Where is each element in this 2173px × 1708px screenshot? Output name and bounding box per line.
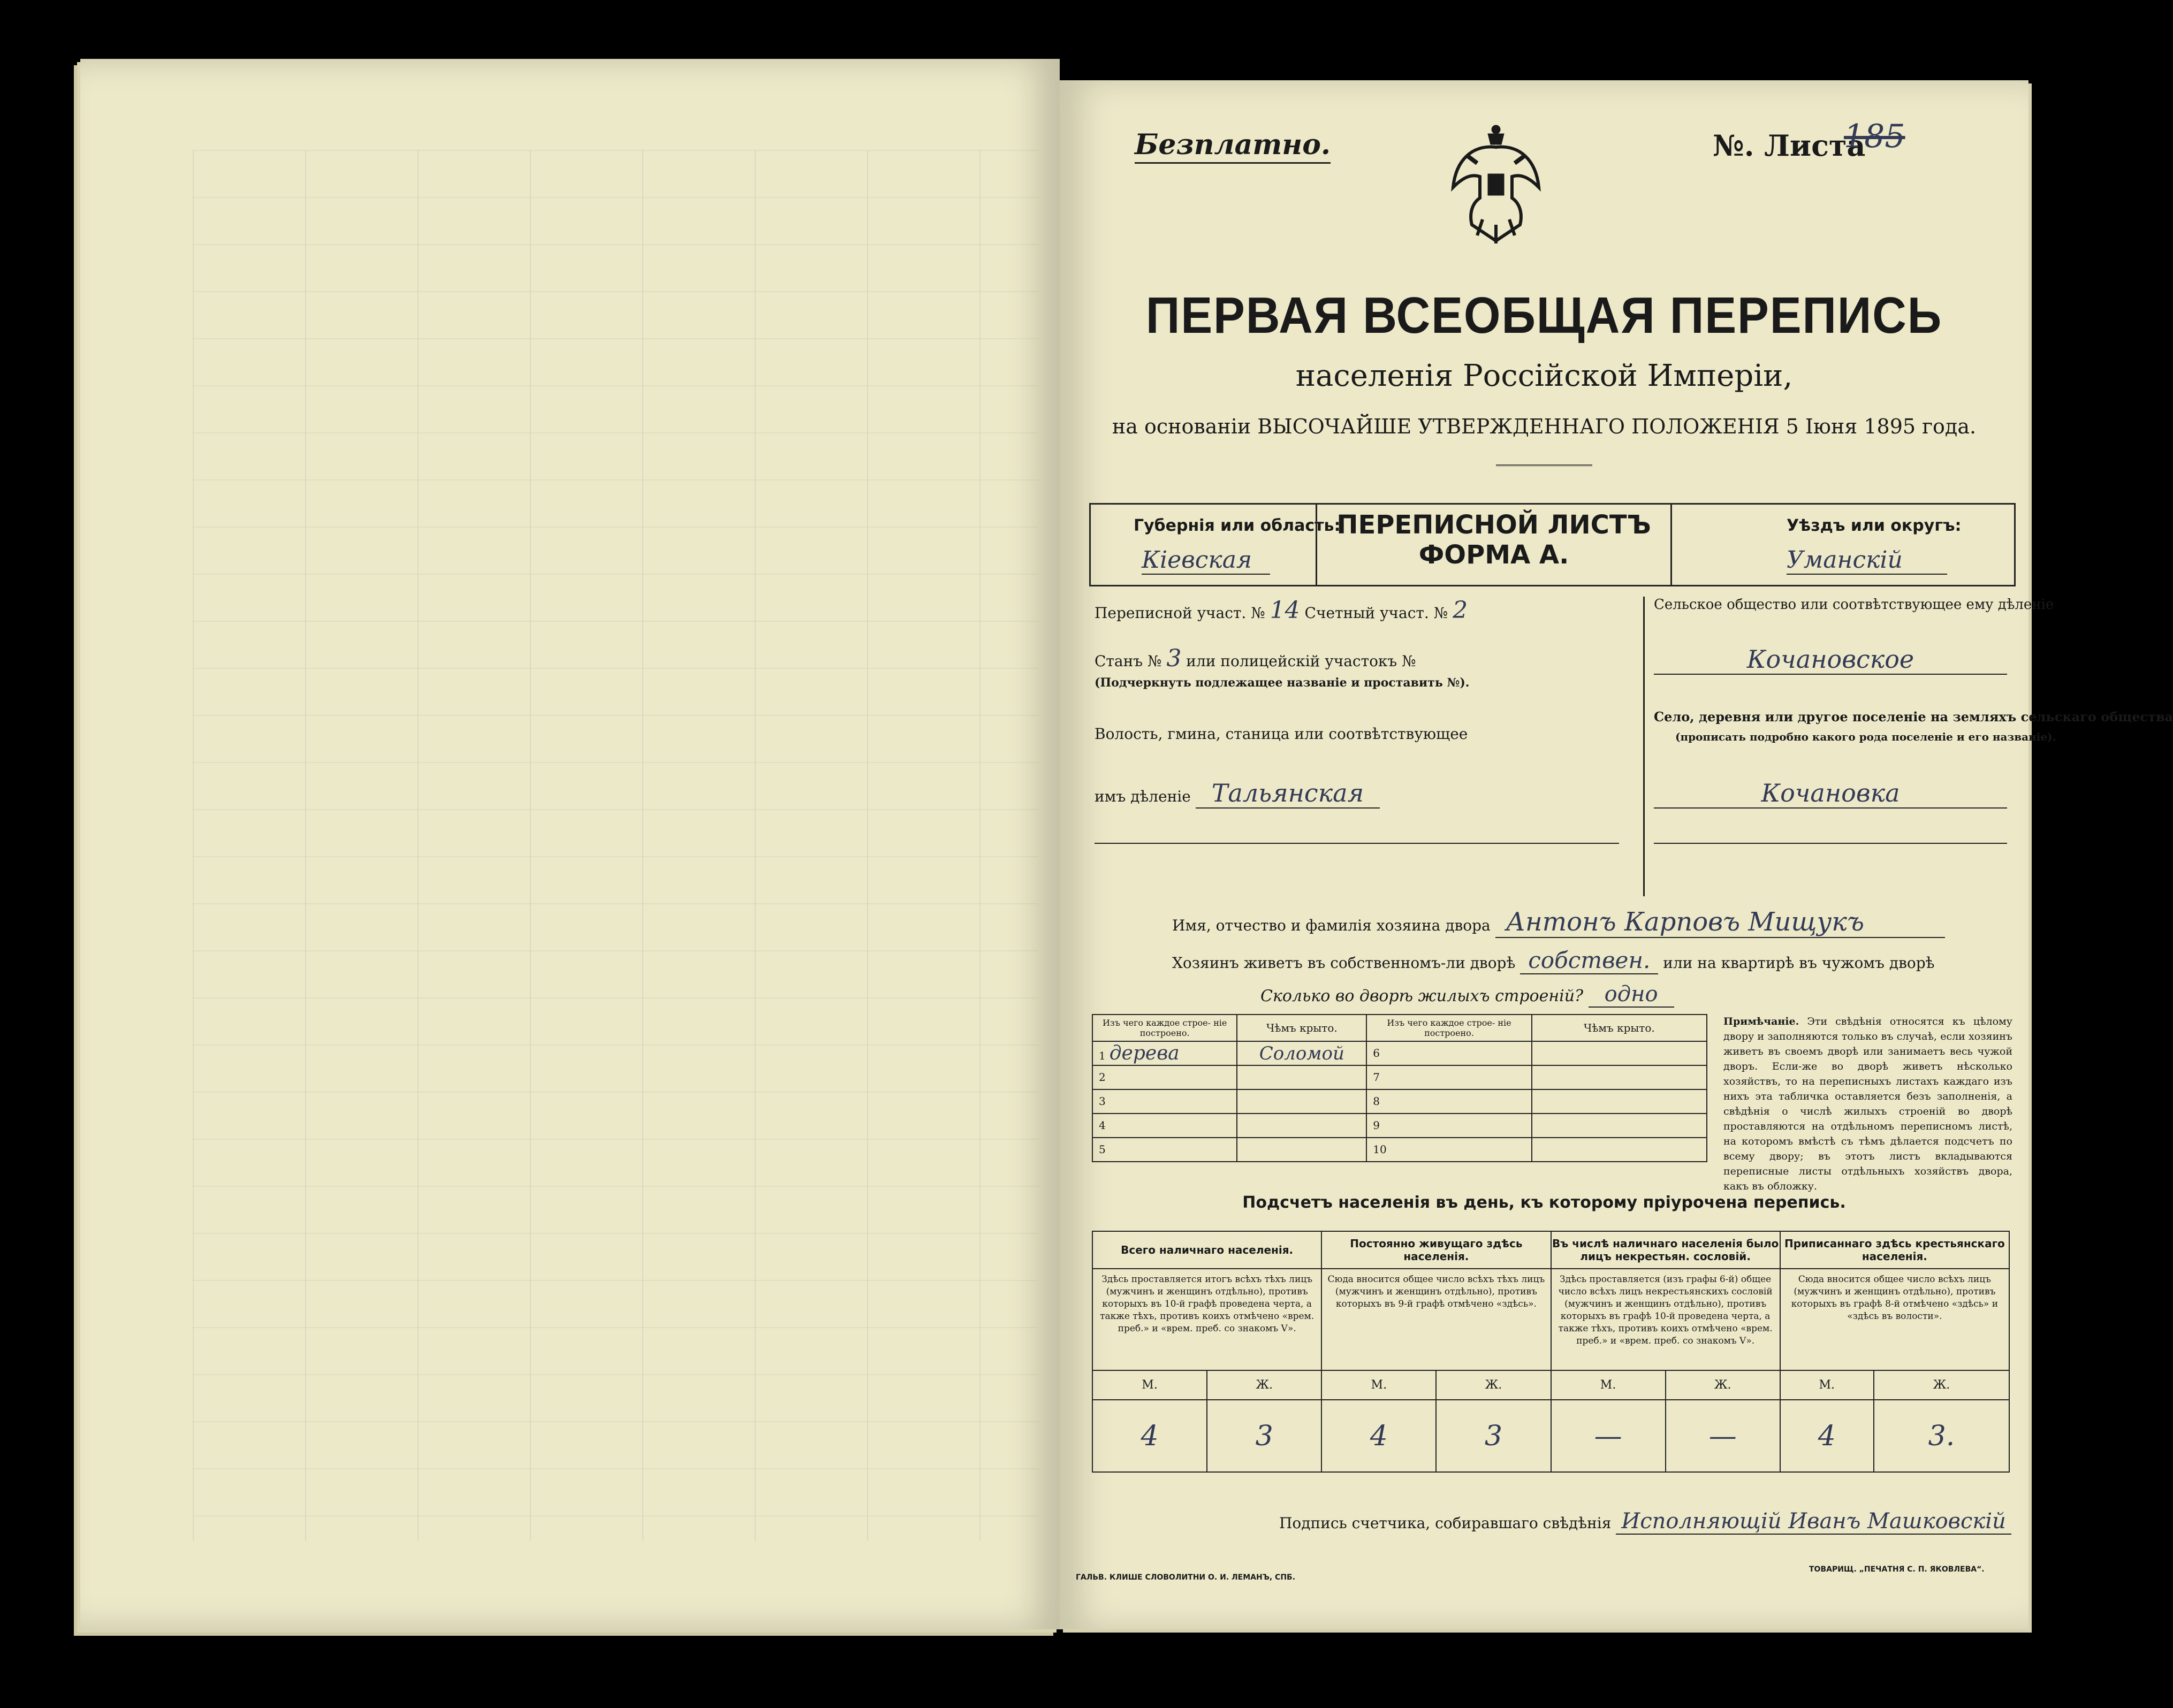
tally-heading: Подсчетъ населенія въ день, къ которому пріурочена перепись. xyxy=(1242,1193,1846,1212)
population-tally-table xyxy=(1092,1231,2010,1473)
form-title: ПЕРЕПИСНОЙ ЛИСТЪ xyxy=(1336,510,1651,540)
underline-note: (Подчеркнуть подлежащее названіе и проставить №). xyxy=(1095,676,1470,690)
tally-nonpeasant-female: — xyxy=(1666,1400,1780,1472)
owner-lives-value: собствен. xyxy=(1520,947,1658,974)
province-value: Кіевская xyxy=(1142,546,1270,575)
location-fields-left xyxy=(1095,597,1645,896)
tally-col-1-title: Всего наличнаго населенія. xyxy=(1092,1231,1321,1269)
female-label: Ж. xyxy=(1666,1370,1780,1400)
imprint-right: ТОВАРИЩ. „ПЕЧАТНЯ С. П. ЯКОВЛЕВА“. xyxy=(1809,1565,1985,1574)
owner-lives-label-2: или на квартирѣ въ чужомъ дворѣ xyxy=(1663,954,1935,972)
ornament-divider xyxy=(1496,464,1592,466)
row-number: 4 xyxy=(1099,1119,1106,1132)
stan-value: 3 xyxy=(1166,645,1182,672)
col-roof-header: Чѣмъ крыто. xyxy=(1237,1015,1366,1041)
tally-col-1-desc: Здѣсь проставляется итогъ всѣхъ тѣхъ лицъ (мужчинъ и женщинъ отдѣльно), противъ которыхъ въ 10-й графѣ проведена черта, а также тѣхъ, противъ коихъ отмѣчено «врем. преб.» и «врем. преб. со знакомъ V». xyxy=(1092,1269,1321,1370)
row-number: 2 xyxy=(1099,1071,1106,1084)
buildings-table xyxy=(1092,1014,1707,1162)
census-plot-value: 14 xyxy=(1270,597,1300,624)
tally-col-3-desc: Здѣсь проставляется (изъ графы 6-й) общее число всѣхъ лицъ некрестьянскихъ сословій (мужчинъ и женщинъ отдѣльно), противъ которыхъ въ графѣ 10-й проведена черта, а также тѣхъ, противъ коихъ отмѣчено «врем. преб.» и «врем. преб. со знакомъ V». xyxy=(1551,1269,1780,1370)
census-plot-label: Переписной участ. № xyxy=(1095,604,1265,622)
province-label: Губернія или область: xyxy=(1134,516,1341,535)
imprint-left: ГАЛЬВ. КЛИШЕ СЛОВОЛИТНИ О. И. ЛЕМАНЪ, СПБ. xyxy=(1076,1573,1296,1582)
bleed-through-grid xyxy=(193,150,1038,1541)
tally-permanent-male: 4 xyxy=(1321,1400,1436,1472)
district-label: Уѣздъ или округъ: xyxy=(1787,516,1962,535)
buildings-count-value: одно xyxy=(1589,982,1674,1008)
row-number: 3 xyxy=(1099,1095,1106,1108)
male-label: М. xyxy=(1321,1370,1436,1400)
form-header-box xyxy=(1089,503,2016,586)
page-title: ПЕРВАЯ ВСЕОБЩАЯ ПЕРЕПИСЬ xyxy=(1145,287,1943,344)
row-number: 10 xyxy=(1373,1143,1387,1156)
table-row xyxy=(1092,1138,1707,1162)
owner-lives-label: Хозяинъ живетъ въ собственномъ-ли дворѣ xyxy=(1172,954,1516,972)
village-extra-line xyxy=(1654,843,2007,844)
volost-extra-line xyxy=(1095,843,1619,844)
material-value: дерева xyxy=(1109,1042,1180,1064)
tally-present-male: 4 xyxy=(1092,1400,1207,1472)
police-label: или полицейскій участокъ № xyxy=(1186,652,1416,670)
table-row xyxy=(1092,1041,1707,1065)
female-label: Ж. xyxy=(1207,1370,1321,1400)
row-number: 6 xyxy=(1373,1047,1380,1059)
male-label: М. xyxy=(1551,1370,1666,1400)
note-text: Эти свѣдѣнія относятся къ цѣлому двору и заполняются только въ случаѣ, если хозяинъ живетъ въ своемъ дворѣ или занимаетъ весь чужой дворъ. Если-же во дворѣ живетъ нѣсколько хозяйствъ, то на переписныхъ листахъ каждаго изъ нихъ эта табличка оставляется безъ заполненія, а свѣдѣнія о числѣ жилыхъ строеній во дворѣ проставляются на отдѣльномъ переписномъ листѣ, на которомъ вмѣстѣ съ тѣмъ дѣлается подсчетъ по всему двору; въ этотъ листъ вкладываются переписные листы отдѣльныхъ хозяйствъ двора, какъ въ обложку. xyxy=(1723,1016,2012,1192)
tally-col-2-title: Постоянно живущаго здѣсь населенія. xyxy=(1321,1231,1551,1269)
village-note: (прописать подробно какого рода поселеніе и его названіе). xyxy=(1675,730,2056,743)
owner-name-label: Имя, отчество и фамилія хозяина двора xyxy=(1172,917,1491,934)
district-value: Уманскій xyxy=(1787,546,1947,575)
census-form-page xyxy=(1060,80,2173,1629)
tally-nonpeasant-male: — xyxy=(1551,1400,1666,1472)
table-row xyxy=(1092,1089,1707,1114)
tally-col-4-desc: Сюда вносится общее число всѣхъ лицъ (мужчинъ и женщинъ отдѣльно), противъ которыхъ въ графѣ 8-й отмѣчено «здѣсь» и «здѣсь въ волости». xyxy=(1780,1269,2009,1370)
row-number: 8 xyxy=(1373,1095,1380,1108)
signature-value: Исполняющій Иванъ Машковскій xyxy=(1616,1509,2011,1535)
free-label: Безплатно. xyxy=(1135,128,1331,164)
note-title: Примѣчаніе. xyxy=(1723,1016,1799,1027)
double-headed-eagle-icon xyxy=(1450,123,1541,246)
tally-col-2-desc: Сюда вносится общее число всѣхъ тѣхъ лицъ (мужчинъ и женщинъ отдѣльно), противъ которыхъ въ 9-й графѣ отмѣчено «здѣсь». xyxy=(1321,1269,1551,1370)
tally-permanent-female: 3 xyxy=(1436,1400,1551,1472)
female-label: Ж. xyxy=(1874,1370,2009,1400)
owner-name-value: Антонъ Карповъ Мищукъ xyxy=(1495,907,1945,938)
row-number: 5 xyxy=(1099,1143,1106,1156)
village-label: Село, деревня или другое поселеніе на земляхъ сельскаго общества xyxy=(1654,709,2173,725)
society-label: Сельское общество или соотвѣтствующее ему дѣленіе xyxy=(1654,597,2054,613)
male-label: М. xyxy=(1780,1370,1874,1400)
row-number: 7 xyxy=(1373,1071,1380,1084)
volost-label: Волость, гмина, станица или соотвѣтствующее xyxy=(1095,725,1468,743)
page-subtitle: населенія Россійской Имперіи, xyxy=(1295,359,1793,393)
buildings-count-label: Сколько во дворѣ жилыхъ строеній? xyxy=(1260,987,1584,1005)
female-label: Ж. xyxy=(1436,1370,1551,1400)
tally-present-female: 3 xyxy=(1207,1400,1321,1472)
tally-col-4-title: Приписаннаго здѣсь крестьянскаго населенія. xyxy=(1780,1231,2009,1269)
village-value: Кочановка xyxy=(1654,779,2007,809)
col-roof-header-2: Чѣмъ крыто. xyxy=(1532,1015,1707,1041)
note-block xyxy=(1723,1014,2012,1194)
row-number: 1 xyxy=(1099,1049,1106,1062)
tally-peasant-female: 3. xyxy=(1874,1400,2009,1472)
sheet-number-value: 185 xyxy=(1844,118,1905,155)
sheet-number-label: №. Листа xyxy=(1713,128,1866,163)
form-subtitle: ФОРМА А. xyxy=(1418,540,1569,570)
col-material-header: Изъ чего каждое строе- ніе построено. xyxy=(1092,1015,1237,1041)
society-value: Кочановское xyxy=(1654,645,2007,675)
table-row xyxy=(1092,1065,1707,1089)
table-row xyxy=(1092,1114,1707,1138)
col-material-header-2: Изъ чего каждое строе- ніе построено. xyxy=(1366,1015,1531,1041)
volost-label-2: имъ дѣленіе xyxy=(1095,788,1191,805)
row-number: 9 xyxy=(1373,1119,1380,1132)
basis-line: на основаніи ВЫСОЧАЙШЕ УТВЕРЖДЕННАГО ПОЛОЖЕНІЯ 5 Іюня 1895 года. xyxy=(1112,415,1977,438)
tally-peasant-male: 4 xyxy=(1780,1400,1874,1472)
form-title-cell xyxy=(1316,505,1672,585)
signature-label: Подпись счетчика, собиравшаго свѣдѣнія xyxy=(1279,1514,1612,1532)
male-label: М. xyxy=(1092,1370,1207,1400)
count-plot-value: 2 xyxy=(1453,597,1468,624)
left-page xyxy=(80,59,1060,1629)
tally-col-3-title: Въ числѣ наличнаго населенія было лицъ некрестьян. сословій. xyxy=(1551,1231,1780,1269)
stan-label: Станъ № xyxy=(1095,652,1162,670)
volost-value: Тальянская xyxy=(1196,779,1380,809)
location-fields-right xyxy=(1654,597,2173,896)
roof-value: Соломой xyxy=(1259,1042,1344,1064)
count-plot-label: Счетный участ. № xyxy=(1304,604,1448,622)
